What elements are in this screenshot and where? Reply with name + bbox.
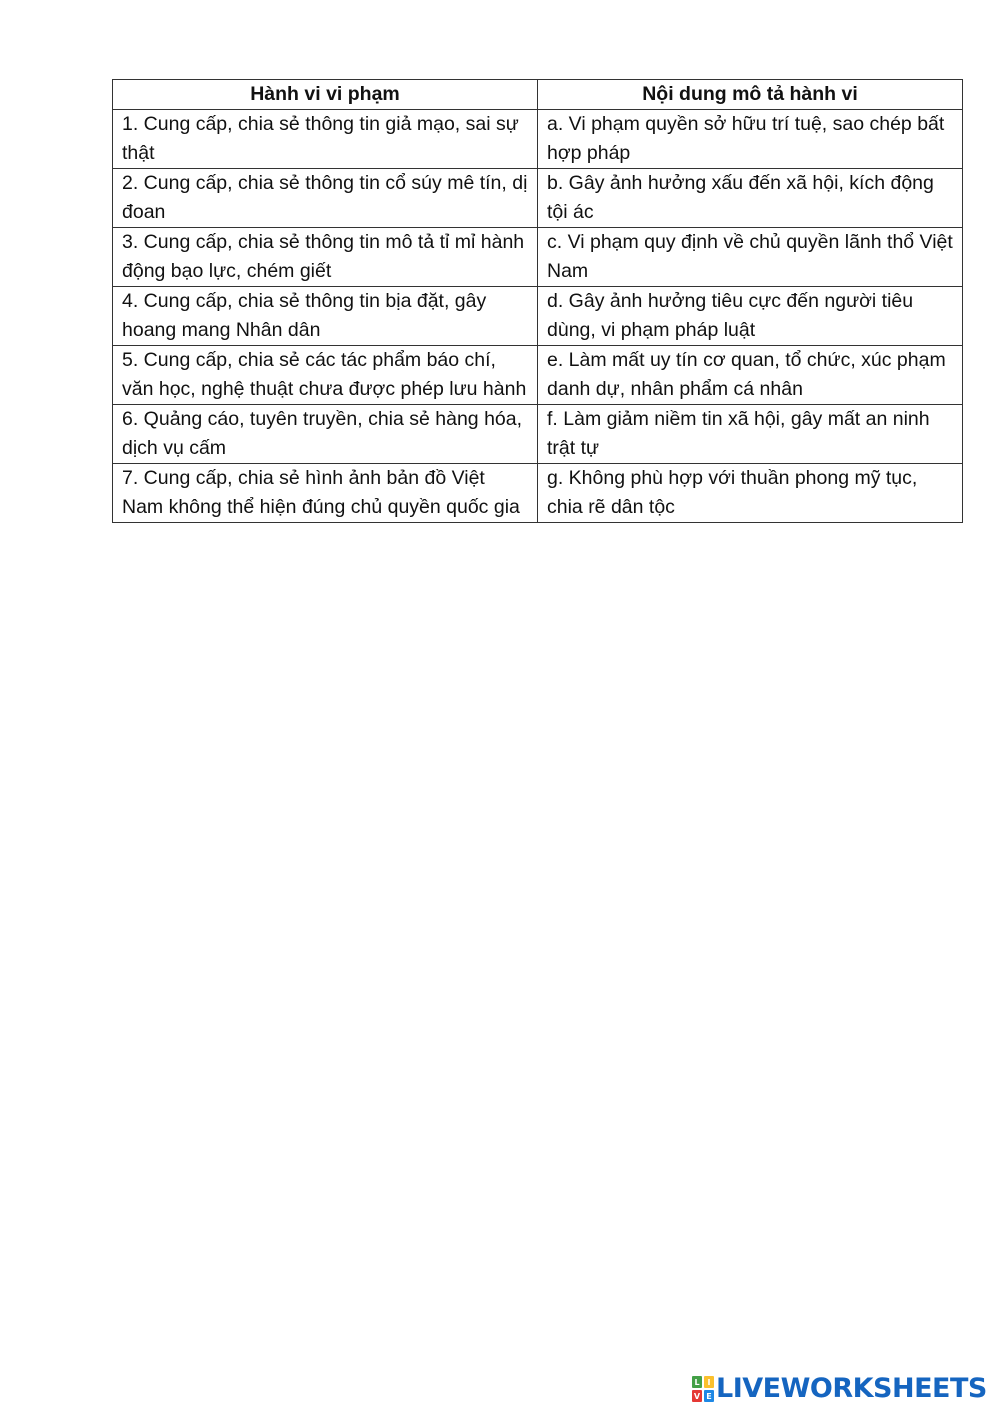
violation-cell: 5. Cung cấp, chia sẻ các tác phẩm báo chí, văn học, nghệ thuật chưa được phép lưu hành — [113, 346, 538, 405]
table-row — [113, 464, 963, 523]
violation-cell: 1. Cung cấp, chia sẻ thông tin giả mạo, sai sự thật — [113, 110, 538, 169]
table-row — [113, 169, 963, 228]
liveworksheets-brand — [692, 1372, 987, 1406]
description-cell: b. Gây ảnh hưởng xấu đến xã hội, kích động tội ác — [538, 169, 963, 228]
column-header-description: Nội dung mô tả hành vi — [538, 80, 963, 110]
description-cell: c. Vi phạm quy định về chủ quyền lãnh thổ Việt Nam — [538, 228, 963, 287]
violation-cell: 6. Quảng cáo, tuyên truyền, chia sẻ hàng hóa, dịch vụ cấm — [113, 405, 538, 464]
description-cell: d. Gây ảnh hưởng tiêu cực đến người tiêu dùng, vi phạm pháp luật — [538, 287, 963, 346]
svg-text:L: L — [694, 1378, 700, 1387]
table-row — [113, 110, 963, 169]
table-header-row — [113, 80, 963, 110]
violation-cell: 7. Cung cấp, chia sẻ hình ảnh bản đồ Việt Nam không thể hiện đúng chủ quyền quốc gia — [113, 464, 538, 523]
table-row — [113, 287, 963, 346]
violation-cell: 2. Cung cấp, chia sẻ thông tin cổ súy mê tín, dị đoan — [113, 169, 538, 228]
violation-cell: 4. Cung cấp, chia sẻ thông tin bịa đặt, gây hoang mang Nhân dân — [113, 287, 538, 346]
table-row — [113, 228, 963, 287]
matching-table — [112, 79, 963, 523]
violation-cell: 3. Cung cấp, chia sẻ thông tin mô tả tỉ mỉ hành động bạo lực, chém giết — [113, 228, 538, 287]
description-cell: f. Làm giảm niềm tin xã hội, gây mất an ninh trật tự — [538, 405, 963, 464]
table-row — [113, 346, 963, 405]
svg-text:V: V — [693, 1392, 701, 1401]
svg-text:I: I — [707, 1378, 711, 1387]
table-row — [113, 405, 963, 464]
description-cell: a. Vi phạm quyền sở hữu trí tuệ, sao chép bất hợp pháp — [538, 110, 963, 169]
description-cell: e. Làm mất uy tín cơ quan, tổ chức, xúc phạm danh dự, nhân phẩm cá nhân — [538, 346, 963, 405]
description-cell: g. Không phù hợp với thuần phong mỹ tục, chia rẽ dân tộc — [538, 464, 963, 523]
liveworksheets-wordmark: LIVEWORKSHEETS — [716, 1373, 987, 1404]
liveworksheets-logo-icon — [692, 1376, 714, 1402]
svg-text:E: E — [706, 1392, 712, 1401]
column-header-violation: Hành vi vi phạm — [113, 80, 538, 110]
worksheet — [112, 79, 962, 523]
